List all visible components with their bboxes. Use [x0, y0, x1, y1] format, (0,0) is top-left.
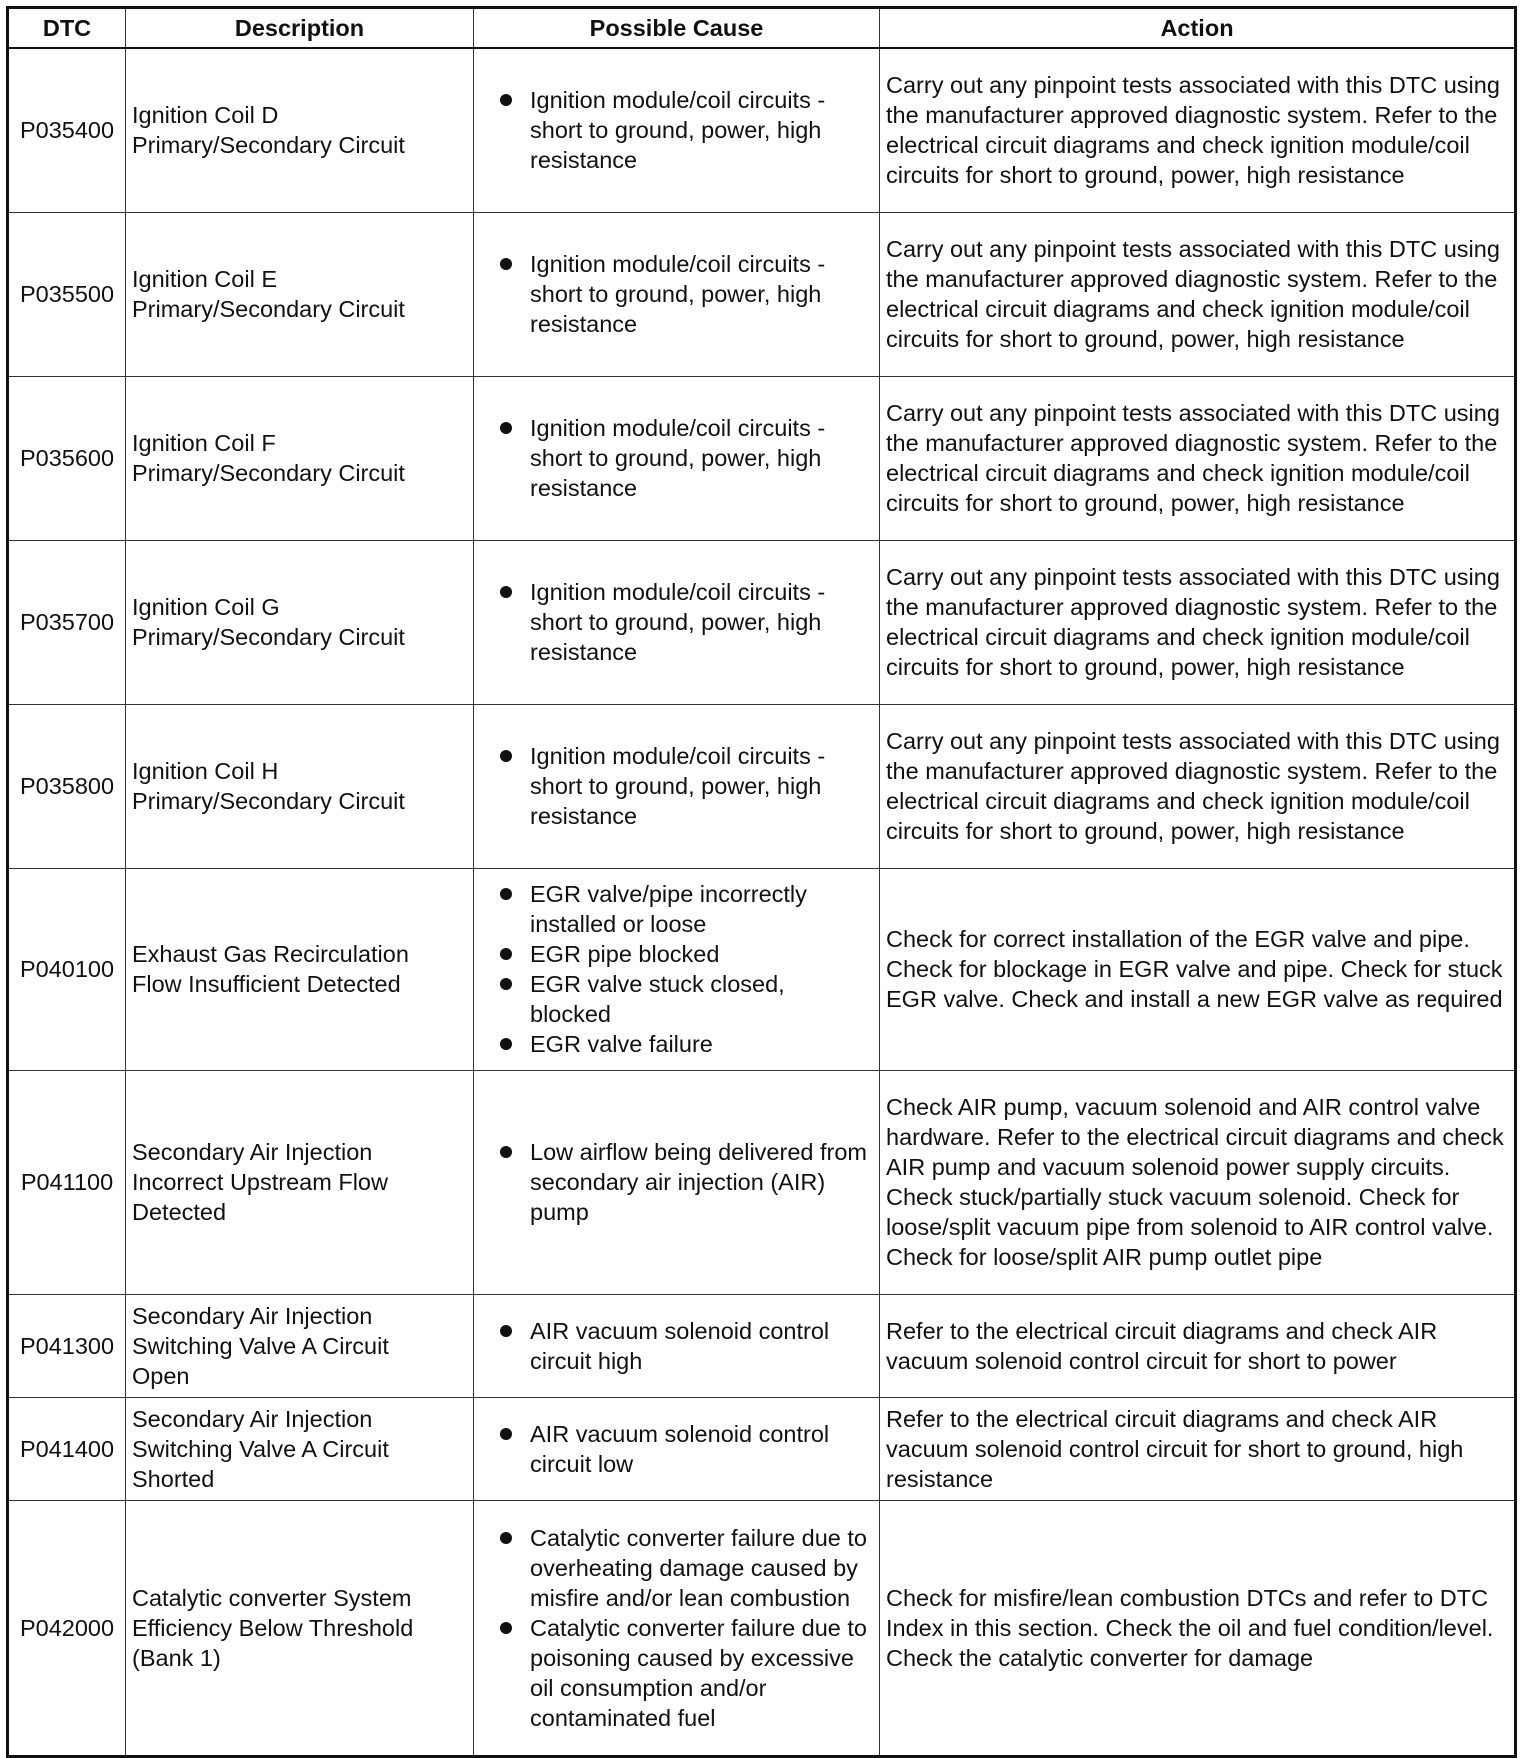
- dtc-code: P035400: [8, 48, 126, 212]
- description-line: Ignition Coil D: [132, 102, 279, 129]
- possible-cause: [474, 48, 880, 212]
- description-line: Ignition Coil G: [132, 594, 280, 620]
- description: [126, 868, 474, 1070]
- description-line: (Bank 1): [132, 1644, 221, 1671]
- table-row: [8, 1500, 1516, 1756]
- cause-item: Low airflow being delivered from secondary air injection (AIR) pump: [474, 1137, 869, 1227]
- header-dtc: DTC: [8, 8, 126, 49]
- cause-list: [474, 1419, 869, 1479]
- possible-cause: [474, 212, 880, 376]
- action: Carry out any pinpoint tests associated with this DTC using the manufacturer approved diagnostic system. Refer to the electrical circuit diagrams and check ignition module/coil circuits for short to ground, power, high resistance: [880, 704, 1516, 868]
- table-row: [8, 1070, 1516, 1294]
- cause-item: EGR valve/pipe incorrectly installed or loose: [474, 879, 869, 939]
- cause-item: EGR pipe blocked: [474, 939, 869, 969]
- action: Carry out any pinpoint tests associated with this DTC using the manufacturer approved diagnostic system. Refer to the electrical circuit diagrams and check ignition module/coil circuits for short to ground, power, high resistance: [880, 48, 1516, 212]
- description: [126, 1397, 474, 1500]
- action: Refer to the electrical circuit diagrams and check AIR vacuum solenoid control circuit for short to power: [880, 1294, 1516, 1397]
- dtc-code: P040100: [8, 868, 126, 1070]
- description: [126, 540, 474, 704]
- description-line: Primary/Secondary Circuit: [132, 788, 405, 814]
- cause-item: Catalytic converter failure due to poisoning caused by excessive oil consumption and/or contaminated fuel: [474, 1613, 869, 1733]
- cause-list: [474, 577, 869, 667]
- description-line: Switching Valve A Circuit: [132, 1332, 389, 1359]
- description-line: Incorrect Upstream Flow: [132, 1169, 388, 1195]
- possible-cause: [474, 1500, 880, 1756]
- description: [126, 1294, 474, 1397]
- table-body: [8, 48, 1516, 1756]
- description: [126, 212, 474, 376]
- description: [126, 376, 474, 540]
- cause-item: AIR vacuum solenoid control circuit low: [474, 1419, 869, 1479]
- description-line: Ignition Coil H: [132, 758, 279, 784]
- description-line: Primary/Secondary Circuit: [132, 460, 405, 486]
- cause-item: Ignition module/coil circuits - short to ground, power, high resistance: [474, 249, 869, 339]
- dtc-code: P041300: [8, 1294, 126, 1397]
- cause-list: [474, 879, 869, 1059]
- header-action: Action: [880, 8, 1516, 49]
- table-row: [8, 212, 1516, 376]
- cause-list: [474, 1316, 869, 1376]
- cause-item: Ignition module/coil circuits - short to ground, power, high resistance: [474, 85, 869, 175]
- header-description: Description: [126, 8, 474, 49]
- description-line: Secondary Air Injection: [132, 1302, 373, 1329]
- description-line: Detected: [132, 1199, 227, 1225]
- description-line: Primary/Secondary Circuit: [132, 624, 405, 650]
- cause-list: [474, 1137, 869, 1227]
- cause-item: EGR valve failure: [474, 1029, 869, 1059]
- description: [126, 1500, 474, 1756]
- action: Refer to the electrical circuit diagrams and check AIR vacuum solenoid control circuit for short to ground, high resistance: [880, 1397, 1516, 1500]
- description-line: Shorted: [132, 1465, 215, 1492]
- cause-item: Ignition module/coil circuits - short to ground, power, high resistance: [474, 741, 869, 831]
- description-line: Open: [132, 1362, 190, 1389]
- dtc-code: P035600: [8, 376, 126, 540]
- cause-item: Catalytic converter failure due to overheating damage caused by misfire and/or lean combustion: [474, 1523, 869, 1613]
- description-line: Primary/Secondary Circuit: [132, 296, 405, 322]
- cause-list: [474, 249, 869, 339]
- cause-item: EGR valve stuck closed, blocked: [474, 969, 869, 1029]
- possible-cause: [474, 868, 880, 1070]
- description-line: Ignition Coil E: [132, 266, 277, 292]
- table-row: [8, 1294, 1516, 1397]
- description-line: Catalytic converter System: [132, 1584, 412, 1611]
- description-line: Flow Insufficient Detected: [132, 971, 401, 997]
- cause-item: Ignition module/coil circuits - short to ground, power, high resistance: [474, 413, 869, 503]
- header-possible-cause: Possible Cause: [474, 8, 880, 49]
- action: Carry out any pinpoint tests associated with this DTC using the manufacturer approved diagnostic system. Refer to the electrical circuit diagrams and check ignition module/coil circuits for short to ground, power, high resistance: [880, 376, 1516, 540]
- action: Check AIR pump, vacuum solenoid and AIR control valve hardware. Refer to the electrical circuit diagrams and check AIR pump and vacuum solenoid power supply circuits. Check stuck/partially stuck vacuum solenoid. Check for loose/split vacuum pipe from solenoid to AIR control valve. Check for loose/split AIR pump outlet pipe: [880, 1070, 1516, 1294]
- possible-cause: [474, 1397, 880, 1500]
- cause-list: [474, 1523, 869, 1733]
- cause-list: [474, 741, 869, 831]
- cause-item: Ignition module/coil circuits - short to ground, power, high resistance: [474, 577, 869, 667]
- dtc-code: P035700: [8, 540, 126, 704]
- table-row: [8, 704, 1516, 868]
- description-line: Secondary Air Injection: [132, 1405, 373, 1432]
- description-line: Exhaust Gas Recirculation: [132, 941, 409, 967]
- description-line: Switching Valve A Circuit: [132, 1435, 389, 1462]
- dtc-table: [6, 6, 1517, 1758]
- table-row: [8, 1397, 1516, 1500]
- table-row: [8, 376, 1516, 540]
- description-line: Ignition Coil F: [132, 430, 276, 456]
- table-row: [8, 540, 1516, 704]
- possible-cause: [474, 376, 880, 540]
- cause-item: AIR vacuum solenoid control circuit high: [474, 1316, 869, 1376]
- description: [126, 1070, 474, 1294]
- dtc-code: P035500: [8, 212, 126, 376]
- possible-cause: [474, 1070, 880, 1294]
- action: Check for misfire/lean combustion DTCs and refer to DTC Index in this section. Check the oil and fuel condition/level. Check the catalytic converter for damage: [880, 1500, 1516, 1756]
- possible-cause: [474, 1294, 880, 1397]
- dtc-code: P035800: [8, 704, 126, 868]
- cause-list: [474, 85, 869, 175]
- action: Carry out any pinpoint tests associated with this DTC using the manufacturer approved diagnostic system. Refer to the electrical circuit diagrams and check ignition module/coil circuits for short to ground, power, high resistance: [880, 212, 1516, 376]
- cause-list: [474, 413, 869, 503]
- description-line: Primary/Secondary Circuit: [132, 132, 405, 159]
- description: [126, 48, 474, 212]
- description: [126, 704, 474, 868]
- table-row: [8, 868, 1516, 1070]
- action: Carry out any pinpoint tests associated with this DTC using the manufacturer approved diagnostic system. Refer to the electrical circuit diagrams and check ignition module/coil circuits for short to ground, power, high resistance: [880, 540, 1516, 704]
- possible-cause: [474, 704, 880, 868]
- dtc-code: P041100: [8, 1070, 126, 1294]
- header-row: [8, 8, 1516, 49]
- possible-cause: [474, 540, 880, 704]
- dtc-code: P042000: [8, 1500, 126, 1756]
- description-line: Secondary Air Injection: [132, 1139, 373, 1165]
- dtc-code: P041400: [8, 1397, 126, 1500]
- table-row: [8, 48, 1516, 212]
- action: Check for correct installation of the EGR valve and pipe. Check for blockage in EGR valve and pipe. Check for stuck EGR valve. Check and install a new EGR valve as required: [880, 868, 1516, 1070]
- description-line: Efficiency Below Threshold: [132, 1614, 414, 1641]
